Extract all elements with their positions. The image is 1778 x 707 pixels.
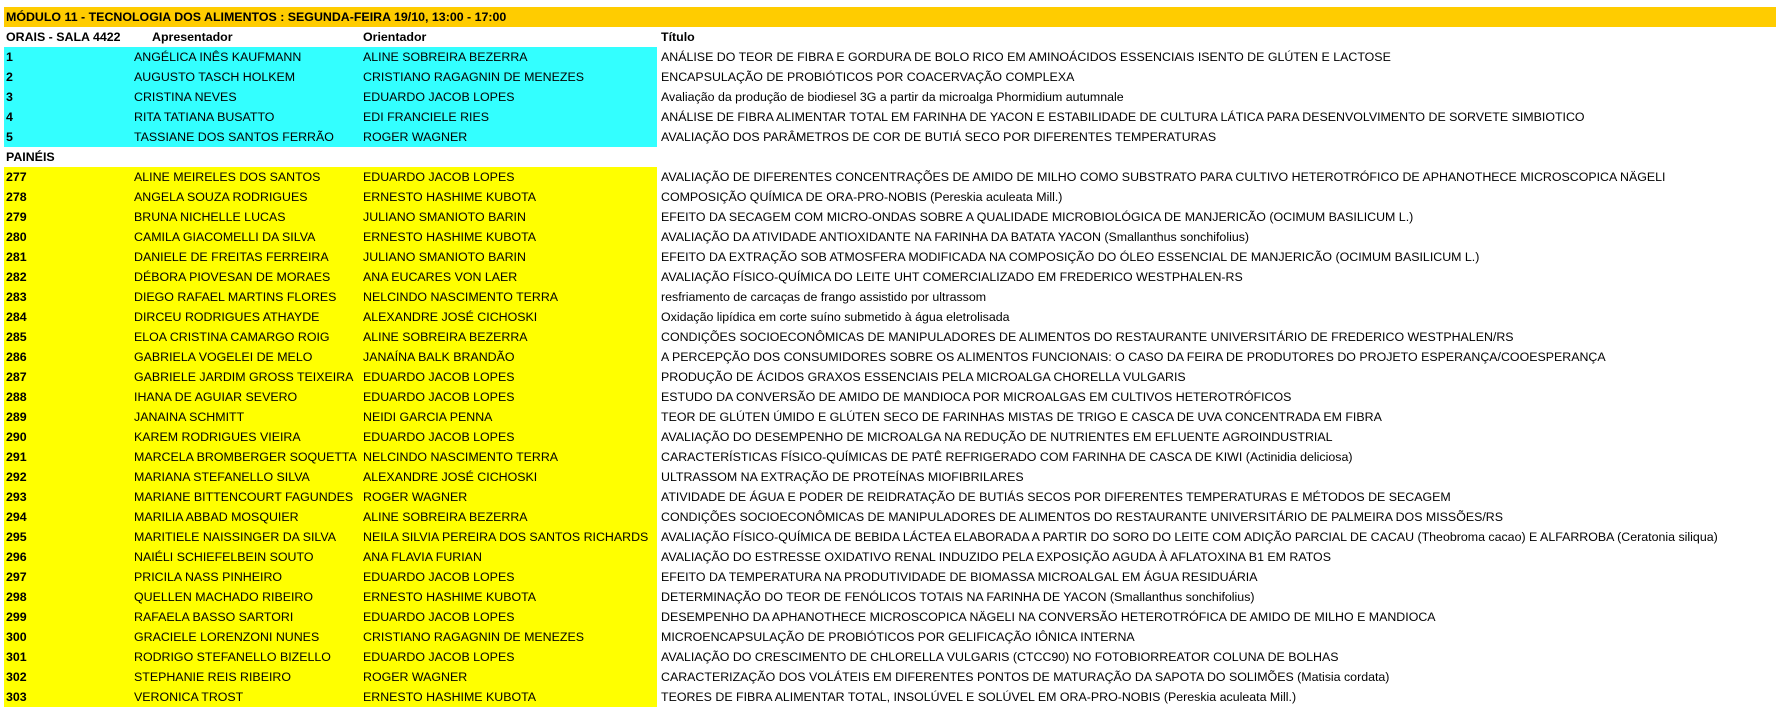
presenter-cell: GABRIELE JARDIM GROSS TEIXEIRA [134, 370, 354, 384]
advisor-cell: EDUARDO JACOB LOPES [363, 390, 515, 404]
advisor-cell: ERNESTO HASHIME KUBOTA [363, 690, 537, 704]
presenter-cell: NAIÉLI SCHIEFELBEIN SOUTO [134, 550, 314, 564]
title-cell: AVALIAÇÃO DE DIFERENTES CONCENTRAÇÕES DE AMIDO DE MILHO COMO SUBSTRATO PARA CULTIVO HETEROTRÓFICO DE APHANOTHECE MICROSCOPICA NÄGELI [661, 170, 1666, 184]
table-row [4, 667, 1776, 687]
entry-number: 281 [6, 250, 27, 264]
advisor-cell: CRISTIANO RAGAGNIN DE MENEZES [363, 630, 584, 644]
title-cell: ULTRASSOM NA EXTRAÇÃO DE PROTEÍNAS MIOFIBRILARES [661, 470, 1024, 484]
presenter-cell: BRUNA NICHELLE LUCAS [134, 210, 286, 224]
table-row [4, 267, 1776, 287]
presenter-cell: ALINE MEIRELES DOS SANTOS [134, 170, 321, 184]
entry-number: 286 [6, 350, 27, 364]
entry-number: 296 [6, 550, 27, 564]
table-row [4, 507, 1776, 527]
title-cell: CONDIÇÕES SOCIOECONÔMICAS DE MANIPULADORES DE ALIMENTOS DO RESTAURANTE UNIVERSITÁRIO DE PALMEIRA DOS MISSÕES/RS [661, 510, 1504, 524]
entry-number: 292 [6, 470, 27, 484]
entry-number: 294 [6, 510, 27, 524]
table-row [4, 407, 1776, 427]
table-row [4, 107, 1776, 127]
module-title: MÓDULO 11 - TECNOLOGIA DOS ALIMENTOS : SEGUNDA-FEIRA 19/10, 13:00 - 17:00 [6, 10, 507, 24]
table-row [4, 87, 1776, 107]
table-row [4, 187, 1776, 207]
entry-number: 287 [6, 370, 27, 384]
title-cell: DETERMINAÇÃO DO TEOR DE FENÓLICOS TOTAIS NA FARINHA DE YACON (Smallanthus sonchifolius) [661, 590, 1255, 604]
entry-number: 1 [6, 50, 13, 64]
entry-number: 284 [6, 310, 27, 324]
presenter-cell: GABRIELA VOGELEI DE MELO [134, 350, 313, 364]
title-cell: AVALIAÇÃO DA ATIVIDADE ANTIOXIDANTE NA FARINHA DA BATATA YACON (Smallanthus sonchifolius) [661, 230, 1250, 244]
entry-number: 291 [6, 450, 27, 464]
presenter-cell: MARILIA ABBAD MOSQUIER [134, 510, 299, 524]
table-row [4, 67, 1776, 87]
entry-number: 279 [6, 210, 27, 224]
title-cell: TEORES DE FIBRA ALIMENTAR TOTAL, INSOLÚVEL E SOLÚVEL EM ORA-PRO-NOBIS (Pereskia aculeata Mill.) [661, 690, 1297, 704]
advisor-cell: EDUARDO JACOB LOPES [363, 90, 515, 104]
orais-header-row [4, 27, 1776, 47]
presenter-cell: MARCELA BROMBERGER SOQUETTA [134, 450, 357, 464]
entry-number: 289 [6, 410, 27, 424]
table-row [4, 347, 1776, 367]
table-row [4, 247, 1776, 267]
presenter-cell: RODRIGO STEFANELLO BIZELLO [134, 650, 331, 664]
section-label-orais: ORAIS - SALA 4422 [6, 30, 121, 44]
orais-list [4, 47, 1776, 147]
presenter-cell: ELOA CRISTINA CAMARGO ROIG [134, 330, 330, 344]
table-row [4, 547, 1776, 567]
presenter-cell: DIRCEU RODRIGUES ATHAYDE [134, 310, 320, 324]
presenter-cell: DÉBORA PIOVESAN DE MORAES [134, 270, 331, 284]
table-row [4, 427, 1776, 447]
entry-number: 278 [6, 190, 27, 204]
table-row [4, 207, 1776, 227]
title-cell: ATIVIDADE DE ÁGUA E PODER DE REIDRATAÇÃO DE BUTIÁS SECOS POR DIFERENTES TEMPERATURAS E MÉTODOS DE SECAGEM [661, 490, 1451, 504]
advisor-cell: ANA FLAVIA FURIAN [363, 550, 482, 564]
presenter-cell: DANIELE DE FREITAS FERREIRA [134, 250, 329, 264]
paineis-list [4, 167, 1776, 707]
presenter-cell: MARIANA STEFANELLO SILVA [134, 470, 310, 484]
advisor-cell: ROGER WAGNER [363, 670, 468, 684]
title-cell: AVALIAÇÃO DOS PARÂMETROS DE COR DE BUTIÁ SECO POR DIFERENTES TEMPERATURAS [661, 130, 1217, 144]
entry-number: 277 [6, 170, 27, 184]
title-cell: CARACTERIZAÇÃO DOS VOLÁTEIS EM DIFERENTES PONTOS DE MATURAÇÃO DA SAPOTA DO SOLIMÕES (Matisia cordata) [661, 670, 1390, 684]
title-row [4, 7, 1776, 27]
entry-number: 3 [6, 90, 13, 104]
table-row [4, 487, 1776, 507]
title-cell: Avaliação da produção de biodiesel 3G a partir da microalga Phormidium autumnale [661, 90, 1124, 104]
advisor-cell: EDUARDO JACOB LOPES [363, 370, 515, 384]
entry-number: 302 [6, 670, 27, 684]
advisor-cell: ALEXANDRE JOSÉ CICHOSKI [363, 470, 538, 484]
advisor-cell: EDUARDO JACOB LOPES [363, 650, 515, 664]
presenter-cell: RAFAELA BASSO SARTORI [134, 610, 294, 624]
presenter-cell: CAMILA GIACOMELLI DA SILVA [134, 230, 316, 244]
advisor-cell: JULIANO SMANIOTO BARIN [363, 210, 526, 224]
entry-number: 293 [6, 490, 27, 504]
presenter-cell: CRISTINA NEVES [134, 90, 237, 104]
entry-number: 290 [6, 430, 27, 444]
advisor-cell: ROGER WAGNER [363, 130, 468, 144]
presenter-cell: VERONICA TROST [134, 690, 244, 704]
advisor-cell: NELCINDO NASCIMENTO TERRA [363, 450, 559, 464]
table-row [4, 587, 1776, 607]
advisor-cell: ERNESTO HASHIME KUBOTA [363, 590, 537, 604]
entry-number: 303 [6, 690, 27, 704]
title-cell: TEOR DE GLÚTEN ÚMIDO E GLÚTEN SECO DE FARINHAS MISTAS DE TRIGO E CASCA DE UVA CONCENTRADA EM FIBRA [661, 410, 1382, 424]
table-row [4, 227, 1776, 247]
title-cell: MICROENCAPSULAÇÃO DE PROBIÓTICOS POR GELIFICAÇÃO IÔNICA INTERNA [661, 630, 1135, 644]
advisor-cell: NEIDI GARCIA PENNA [363, 410, 493, 424]
header-advisor: Orientador [363, 30, 427, 44]
table-row [4, 327, 1776, 347]
entry-number: 301 [6, 650, 27, 664]
entry-number: 5 [6, 130, 13, 144]
entry-number: 4 [6, 110, 13, 124]
presenter-cell: IHANA DE AGUIAR SEVERO [134, 390, 298, 404]
table-row [4, 47, 1776, 67]
title-cell: ANÁLISE DE FIBRA ALIMENTAR TOTAL EM FARINHA DE YACON E ESTABILIDADE DE CULTURA LÁTICA PARA DESENVOLVIMENTO DE SORVETE SIMBIOTICO [661, 110, 1585, 124]
table-row [4, 627, 1776, 647]
advisor-cell: ALINE SOBREIRA BEZERRA [363, 510, 528, 524]
advisor-cell: EDUARDO JACOB LOPES [363, 170, 515, 184]
title-cell: PRODUÇÃO DE ÁCIDOS GRAXOS ESSENCIAIS PELA MICROALGA CHORELLA VULGARIS [661, 370, 1186, 384]
title-cell: COMPOSIÇÃO QUÍMICA DE ORA-PRO-NOBIS (Pereskia aculeata Mill.) [661, 190, 1063, 204]
advisor-cell: ANA EUCARES VON LAER [363, 270, 518, 284]
presenter-cell: KAREM RODRIGUES VIEIRA [134, 430, 301, 444]
advisor-cell: EDUARDO JACOB LOPES [363, 570, 515, 584]
advisor-cell: JULIANO SMANIOTO BARIN [363, 250, 526, 264]
advisor-cell: ALINE SOBREIRA BEZERRA [363, 50, 528, 64]
table-row [4, 287, 1776, 307]
header-presenter: Apresentador [152, 30, 233, 44]
title-cell: AVALIAÇÃO DO DESEMPENHO DE MICROALGA NA REDUÇÃO DE NUTRIENTES EM EFLUENTE AGROINDUSTRIAL [661, 430, 1333, 444]
title-cell: EFEITO DA TEMPERATURA NA PRODUTIVIDADE DE BIOMASSA MICROALGAL EM ÁGUA RESIDUÁRIA [661, 570, 1258, 584]
title-cell: EFEITO DA EXTRAÇÃO SOB ATMOSFERA MODIFICADA NA COMPOSIÇÃO DO ÓLEO ESSENCIAL DE MANJERICÃO (OCIMUM BASILICUM L.) [661, 250, 1480, 264]
advisor-cell: ALINE SOBREIRA BEZERRA [363, 330, 528, 344]
entry-number: 285 [6, 330, 27, 344]
entry-number: 300 [6, 630, 27, 644]
table-row [4, 687, 1776, 707]
entry-number: 288 [6, 390, 27, 404]
advisor-cell: CRISTIANO RAGAGNIN DE MENEZES [363, 70, 584, 84]
title-cell: ENCAPSULAÇÃO DE PROBIÓTICOS POR COACERVAÇÃO COMPLEXA [661, 70, 1075, 84]
title-cell: AVALIAÇÃO FÍSICO-QUÍMICA DO LEITE UHT COMERCIALIZADO EM FREDERICO WESTPHALEN-RS [661, 270, 1243, 284]
title-cell: ANÁLISE DO TEOR DE FIBRA E GORDURA DE BOLO RICO EM AMINOÁCIDOS ESSENCIAIS ISENTO DE GLÚTEN E LACTOSE [661, 50, 1391, 64]
presenter-cell: RITA TATIANA BUSATTO [134, 110, 275, 124]
advisor-cell: NEILA SILVIA PEREIRA DOS SANTOS RICHARDS [363, 530, 649, 544]
presenter-cell: MARIANE BITTENCOURT FAGUNDES [134, 490, 354, 504]
presenter-cell: JANAINA SCHMITT [134, 410, 245, 424]
advisor-cell: ROGER WAGNER [363, 490, 468, 504]
entry-number: 283 [6, 290, 27, 304]
title-cell: AVALIAÇÃO DO CRESCIMENTO DE CHLORELLA VULGARIS (CTCC90) NO FOTOBIORREATOR COLUNA DE BOLHAS [661, 650, 1339, 664]
entry-number: 280 [6, 230, 27, 244]
presenter-cell: PRICILA NASS PINHEIRO [134, 570, 283, 584]
table-row [4, 607, 1776, 627]
presenter-cell: ANGELA SOUZA RODRIGUES [134, 190, 308, 204]
presenter-cell: QUELLEN MACHADO RIBEIRO [134, 590, 314, 604]
table-row [4, 307, 1776, 327]
title-cell: EFEITO DA SECAGEM COM MICRO-ONDAS SOBRE A QUALIDADE MICROBIOLÓGICA DE MANJERICÃO (OCIMUM BASILICUM L.) [661, 210, 1414, 224]
presenter-cell: STEPHANIE REIS RIBEIRO [134, 670, 291, 684]
entry-number: 297 [6, 570, 27, 584]
entry-number: 2 [6, 70, 13, 84]
title-cell: CONDIÇÕES SOCIOECONÔMICAS DE MANIPULADORES DE ALIMENTOS DO RESTAURANTE UNIVERSITÁRIO DE FREDERICO WESTPHALEN/RS [661, 330, 1514, 344]
table-row [4, 167, 1776, 187]
title-cell: Oxidação lipídica em corte suíno submetido à água eletrolisada [661, 310, 1010, 324]
title-cell: resfriamento de carcaças de frango assistido por ultrassom [661, 290, 987, 304]
advisor-cell: ERNESTO HASHIME KUBOTA [363, 230, 537, 244]
title-cell: AVALIAÇÃO DO ESTRESSE OXIDATIVO RENAL INDUZIDO PELA EXPOSIÇÃO AGUDA À AFLATOXINA B1 EM RATOS [661, 550, 1331, 564]
entry-number: 298 [6, 590, 27, 604]
title-cell: ESTUDO DA CONVERSÃO DE AMIDO DE MANDIOCA POR MICROALGAS EM CULTIVOS HETEROTRÓFICOS [661, 390, 1292, 404]
presenter-cell: AUGUSTO TASCH HOLKEM [134, 70, 296, 84]
title-cell: AVALIAÇÃO FÍSICO-QUÍMICA DE BEBIDA LÁCTEA ELABORADA A PARTIR DO SORO DO LEITE COM ADIÇÃO PARCIAL DE CACAU (Theobroma cacao) E ALFARROBA (Ceratonia siliqua) [661, 530, 1718, 544]
paineis-header-row [4, 147, 1776, 167]
table-row [4, 447, 1776, 467]
table-row [4, 567, 1776, 587]
title-cell: CARACTERÍSTICAS FÍSICO-QUÍMICAS DE PATÊ REFRIGERADO COM FARINHA DE CASCA DE KIWI (Actinidia deliciosa) [661, 450, 1353, 464]
title-cell: DESEMPENHO DA APHANOTHECE MICROSCOPICA NÄGELI NA CONVERSÃO HETEROTRÓFICA DE AMIDO DE MILHO E MANDIOCA [661, 610, 1436, 624]
advisor-cell: ALEXANDRE JOSÉ CICHOSKI [363, 310, 538, 324]
entry-number: 295 [6, 530, 27, 544]
table-row [4, 647, 1776, 667]
advisor-cell: EDI FRANCIELE RIES [363, 110, 489, 124]
entry-number: 282 [6, 270, 27, 284]
spreadsheet [4, 7, 1776, 707]
advisor-cell: ERNESTO HASHIME KUBOTA [363, 190, 537, 204]
title-cell: A PERCEPÇÃO DOS CONSUMIDORES SOBRE OS ALIMENTOS FUNCIONAIS: O CASO DA FEIRA DE PRODUTORES DO PROJETO ESPERANÇA/COOESPERANÇA [661, 350, 1606, 364]
advisor-cell: JANAÍNA BALK BRANDÃO [363, 350, 515, 364]
presenter-cell: GRACIELE LORENZONI NUNES [134, 630, 320, 644]
advisor-cell: EDUARDO JACOB LOPES [363, 610, 515, 624]
presenter-cell: ANGÉLICA INÊS KAUFMANN [134, 50, 302, 64]
presenter-cell: TASSIANE DOS SANTOS FERRÃO [134, 130, 334, 144]
header-title: Título [661, 30, 695, 44]
table-row [4, 527, 1776, 547]
table-row [4, 127, 1776, 147]
table-row [4, 387, 1776, 407]
section-label-paineis: PAINÉIS [6, 150, 55, 164]
advisor-cell: EDUARDO JACOB LOPES [363, 430, 515, 444]
presenter-cell: MARITIELE NAISSINGER DA SILVA [134, 530, 336, 544]
table-row [4, 367, 1776, 387]
presenter-cell: DIEGO RAFAEL MARTINS FLORES [134, 290, 337, 304]
advisor-cell: NELCINDO NASCIMENTO TERRA [363, 290, 559, 304]
table-row [4, 467, 1776, 487]
entry-number: 299 [6, 610, 27, 624]
